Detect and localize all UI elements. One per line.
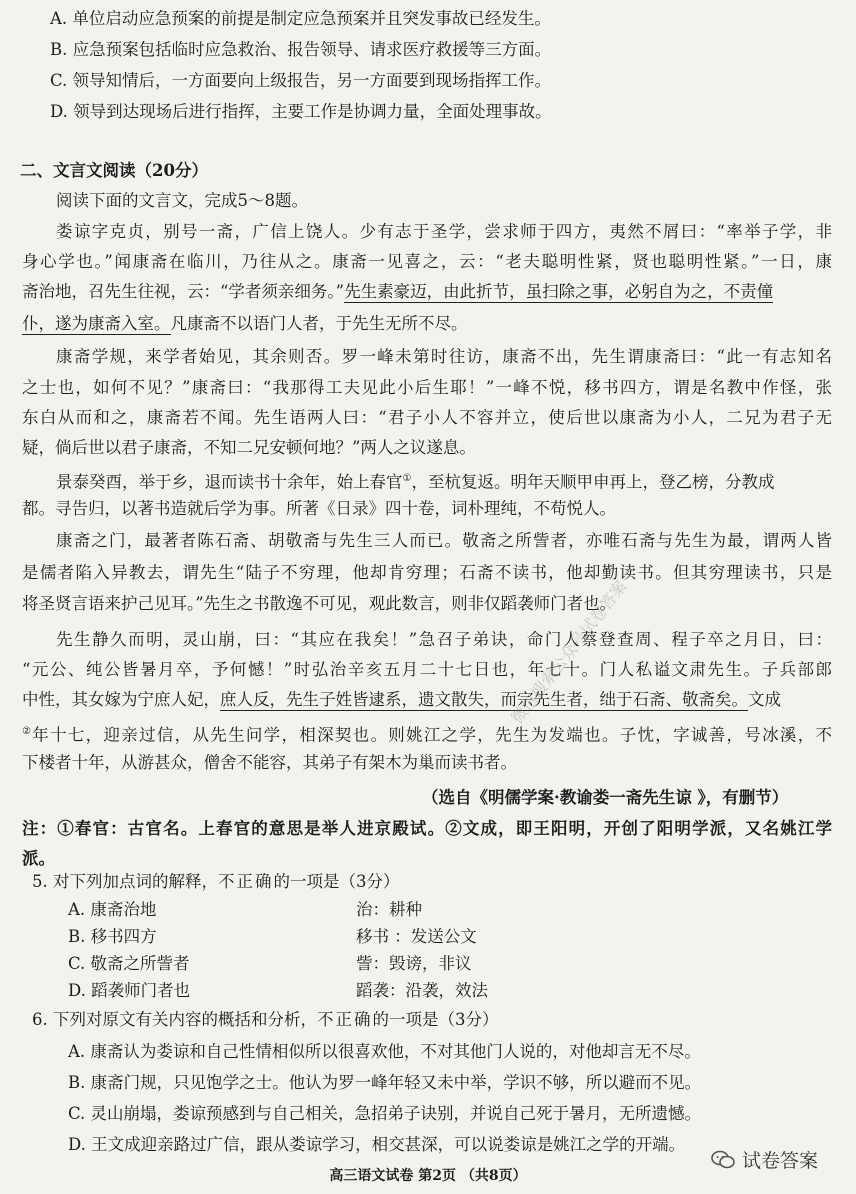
q5-option-d-expl: 蹈袭：沿袭，效法 xyxy=(356,981,488,1000)
passage-p5-line2: “元公、纯公皆暑月卒，予何憾！”时弘治辛亥五月二十七日也，年七十。门人私谥文肃先生。子兵部郎 xyxy=(22,660,832,679)
passage-p2-line3: 东白从而和之，康斋若不闻。先生语两人曰：“君子小人不容并立，使后世以康斋为小人，二兄为君子无 xyxy=(22,408,832,427)
brand-text: 试卷答案 xyxy=(742,1150,819,1172)
passage-p4-line2: 是儒者陷入异教去，谓先生“陆子不穷理，他却肯穷理；石斋不读书，他却勤读书。但其穷理读书，只是 xyxy=(22,563,832,582)
underlined-sentence-1a: 先生素豪迈，由此折节，虽扫除之事，必躬自为之，不责僮 xyxy=(344,282,774,301)
passage-p4-line3: 将圣贤言语来护己见耳。”先生之书散逸不可见，观此数言，则非仅蹈袭师门者也。 xyxy=(22,594,617,613)
q5-option-c-expl: 訾：毁谤，非议 xyxy=(356,954,472,973)
q5-option-a: A. 康斋治地 xyxy=(68,900,157,919)
wechat-icon xyxy=(710,1147,736,1173)
notes-line1: 注：①春官：古官名。上春官的意思是举人进京殿试。②文成，即王阳明，开创了阳明学派，又名姚江学 xyxy=(22,819,832,838)
passage-p3-line2: 都。寻告归，以著书造就后学为事。所著《日录》四十卷，词朴理纯，不苟悦人。 xyxy=(22,499,616,518)
notes-line2: 派。 xyxy=(22,849,55,868)
prev-option-a: A. 单位启动应急预案的前提是制定应急预案并且突发事故已经发生。 xyxy=(50,9,551,28)
prev-option-d: D. 领导到达现场后进行指挥，主要工作是协调力量，全面处理事故。 xyxy=(50,102,552,121)
passage-p5-line4: ②年十七，迎亲过信，从先生问学，相深契也。则姚江之学，先生为发端也。子忱，字诚善，号冰溪，不 xyxy=(22,725,832,745)
q5-option-b-expl: 移书 ：发送公文 xyxy=(356,927,477,946)
passage-p1-line1: 娄谅字克贞，别号一斋，广信上饶人。少有志于圣学，尝求师于四方，夷然不屑曰：“率举子学，非 xyxy=(56,222,832,241)
passage-p2-line2: 之士也，如何不见？”康斋曰：“我那得工夫见此小后生耶！”一峰不悦，移书四方，谓是名教中作怪，张 xyxy=(22,378,832,397)
passage-p1-line3: 斋治地，召先生往视，云：“学者须亲细务。”先生素豪迈，由此折节，虽扫除之事，必躬自为之，不责僮 xyxy=(22,282,774,301)
q5-stem: 5. 对下列加点词的解释，不正确的一项是（3分） xyxy=(32,872,400,891)
page-footer: 高三语文试卷 第2页 （共8页） xyxy=(329,1168,527,1184)
prev-option-b: B. 应急预案包括临时应急救治、报告领导、请求医疗救援等三方面。 xyxy=(50,40,552,59)
q6-option-b: B. 康斋门规，只见饱学之士。他认为罗一峰年轻又未中举，学识不够，所以避而不见。 xyxy=(68,1073,702,1092)
section-title: 二、文言文阅读（20分） xyxy=(20,161,208,180)
section-instruction: 阅读下面的文言文，完成5～8题。 xyxy=(56,191,308,210)
q5-option-d: D. 蹈袭师门者也 xyxy=(68,981,191,1000)
q5-emphasis: 不正确 xyxy=(218,872,274,891)
passage-p5-line5: 下楼者十年，从游甚众，僧舍不能容，其弟子有架木为巢而读书者。 xyxy=(22,753,517,772)
q6-stem: 6. 下列对原文有关内容的概括和分析，不正确的一项是（3分） xyxy=(32,1010,499,1029)
passage-p5-line1: 先生静久而明，灵山崩，曰：“其应在我矣！”急召子弟诀，命门人蔡登查周、程子卒之月日，曰： xyxy=(56,630,832,649)
q6-option-c: C. 灵山崩塌，娄谅预感到与自己相关，急招弟子诀别，并说自己死于暑月，无所遗憾。 xyxy=(68,1104,702,1123)
prev-option-c: C. 领导知情后，一方面要向上级报告，另一方面要到现场指挥工作。 xyxy=(50,71,552,90)
passage-source: （选自《明儒学案·教谕娄一斋先生谅 》，有删节） xyxy=(422,788,789,807)
watermark-text: 微信搜索公众号试卷答案 xyxy=(507,576,631,728)
q6-option-a: A. 康斋认为娄谅和自己性情相似所以很喜欢他，不对其他门人说的，对他却言无不尽。 xyxy=(68,1042,701,1061)
underlined-sentence-1b: 仆，遂为康斋入室。 xyxy=(22,314,171,333)
footnote-marker-1: ① xyxy=(402,473,412,484)
footnote-marker-2: ② xyxy=(22,726,33,737)
passage-p2-line4: 疑，倘后世以君子康斋，不知二兄安顿何地？”两人之议遂息。 xyxy=(22,438,476,457)
q5-option-b: B. 移书四方 xyxy=(68,927,157,946)
brand-badge xyxy=(710,1146,818,1173)
passage-p1-line4: 仆，遂为康斋入室。凡康斋不以语门人者，于先生无所不尽。 xyxy=(22,314,468,333)
underlined-sentence-2: 庶人反，先生子姓皆逮系，遗文散失，而宗先生者，绌于石斋、敬斋矣。 xyxy=(220,690,748,709)
passage-p4-line1: 康斋之门，最著者陈石斋、胡敬斋与先生三人而已。敬斋之所訾者，亦唯石斋与先生为最，谓两人皆 xyxy=(56,531,832,550)
passage-p2-line1: 康斋学规，来学者始见，其余则否。罗一峰未第时往访，康斋不出，先生谓康斋曰：“此一有志知名 xyxy=(56,347,832,366)
q5-option-a-expl: 治：耕种 xyxy=(356,900,422,919)
passage-p3-line1: 景泰癸酉，举于乡，退而读书十余年，始上春官①，至杭复返。明年天顺甲申再上，登乙榜，分教成 xyxy=(56,472,775,492)
q6-emphasis: 不正确 xyxy=(317,1010,373,1029)
passage-p1-line2: 身心学也。”闻康斋在临川，乃往从之。康斋一见喜之，云：“老夫聪明性紧，贤也聪明性紧。”一日，康 xyxy=(22,252,832,271)
q6-option-d: D. 王文成迎亲路过广信，跟从娄谅学习，相交甚深，可以说娄谅是姚江之学的开端。 xyxy=(68,1135,686,1154)
passage-p5-line3: 中性，其女嫁为宁庶人妃，庶人反，先生子姓皆逮系，遗文散失，而宗先生者，绌于石斋、敬斋矣。文成 xyxy=(22,690,781,709)
q5-option-c: C. 敬斋之所訾者 xyxy=(68,954,190,973)
